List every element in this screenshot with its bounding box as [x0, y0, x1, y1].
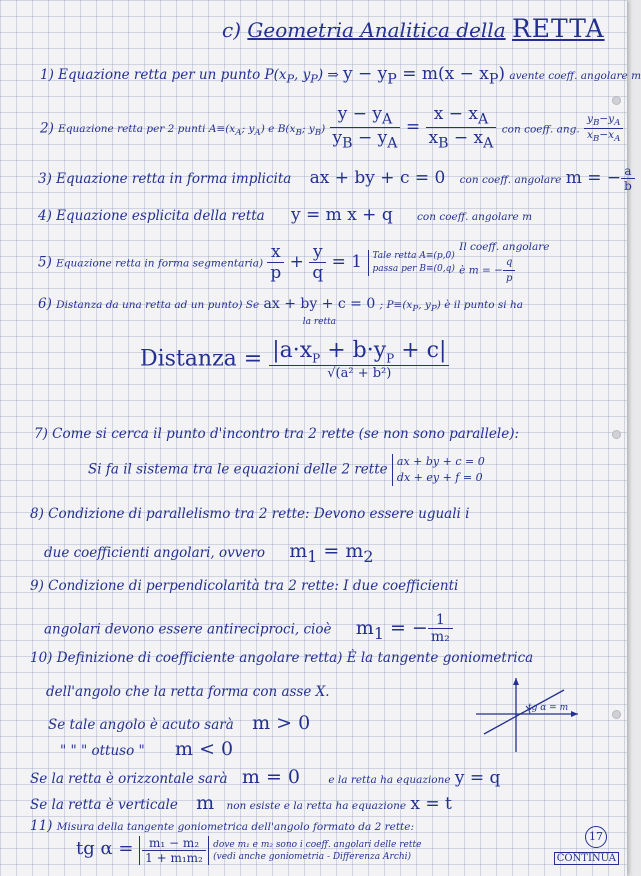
item-1: 1) Equazione retta per un punto $P(x_P$, $y_P$) ⇒ $y - y_P = m(x - x_P)$ avente coeff. angolare m: [40, 64, 641, 88]
item-11: 11) Misura della tangente goniometrica dell'angolo formato da 2 rette:: [30, 818, 415, 834]
item-4: 4) Equazione esplicita della retta y = m x + q con coeff. angolare m: [38, 205, 533, 225]
item-10-line3: Se tale angolo è acuto sarà m > 0: [48, 712, 311, 734]
item-9: 9) Condizione di perpendicolarità tra 2 rette: I due coefficienti: [30, 578, 459, 594]
page-number: 17: [585, 826, 607, 848]
item-10-line6: Se la retta è verticale m non esiste e la retta ha equazione x = t: [30, 792, 452, 814]
binder-hole: [612, 710, 621, 719]
item-3: 3) Equazione retta in forma implicita ax + by + c = 0 con coeff. angolare m = − $\frac{a}{b}$: [38, 164, 635, 193]
item-8-line2: due coefficienti angolari, ovvero $m_1 = m_2$: [44, 540, 374, 566]
item-11-formula: tg α = $\frac{\text{m₁ − m₂}}{\text{1 + m₁m₂}}$ dove m₁ e m₂ sono i coeff. angolari delle rette (vedi anche goniometria - Differenza Archi): [76, 836, 422, 865]
item-10: 10) Definizione di coefficiente angolare retta) È la tangente goniometrica: [30, 650, 534, 666]
distance-formula: Distanza = $\frac{|a\cdot x_P + b\cdot y_P + c|}{\text{√(a² + b²)}}$: [140, 338, 449, 381]
item-2: 2) Equazione retta per 2 punti $A\equiv(x_A$; $y_A$) e $B(x_B$; $y_B$) $\frac{y - y_A}{y_B - y_A}$ = $\frac{x - x_A}{x_B - x_A}$ con coeff. ang. $\frac{y_B-y_A}{x_B-x_A}$: [40, 104, 623, 152]
item-10-line5: Se la retta è orizzontale sarà m = 0 e la retta ha equazione y = q: [30, 766, 501, 788]
item-8: 8) Condizione di parallelismo tra 2 rette: Devono essere uguali i: [30, 506, 470, 522]
item-5: 5) Equazione retta in forma segmentaria) $\frac{x}{p}$ + $\frac{y}{q}$ = 1 Tale retta A≡(p,0) passa per B≡(0,q) Il coeff. angolare è m = − $\frac{q}{p}$: [38, 241, 550, 284]
item-7-line2: Si fa il sistema tra le equazioni delle 2 rette ax + by + c = 0 dx + ey + f = 0: [88, 455, 485, 484]
item-10-line4: " " " ottuso " m < 0: [60, 738, 234, 760]
item-9-line2: angolari devono essere antireciproci, cioè $m_1$ = − $\frac{1}{\text{m₂}}$: [44, 612, 453, 645]
item-7: 7) Come si cerca il punto d'incontro tra 2 rette (se non sono parallele):: [34, 426, 520, 442]
page-title: c) Geometria Analitica della RETTA: [222, 14, 605, 43]
item-6: 6) Distanza da una retta ad un punto) Se ax + by + c = 0 la retta ; $P\equiv(x_P$, $y_P$) è il punto si ha: [38, 296, 524, 327]
graph-label: tg α = m: [528, 703, 569, 713]
angle-diagram: [474, 676, 584, 756]
continue-label: CONTINUA: [554, 852, 619, 865]
binder-hole: [612, 430, 621, 439]
item-10-line2: dell'angolo che la retta forma con asse X.: [46, 684, 330, 700]
